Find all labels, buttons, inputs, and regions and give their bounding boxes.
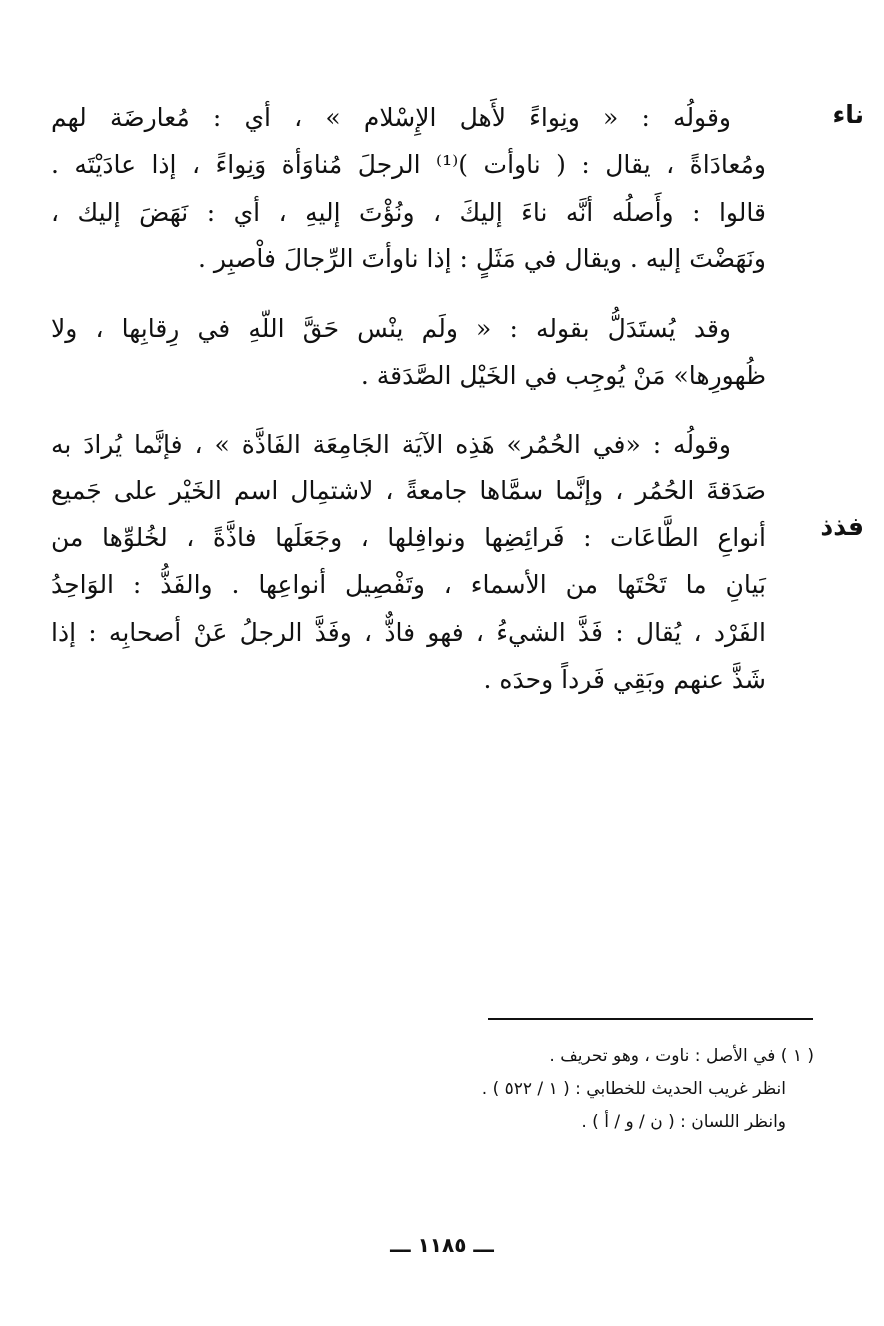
footnote-separator <box>488 1018 813 1020</box>
text-line: بَيانِ ما تَحْتَها من الأسماء ، وتَفْصِيل أنواعِها . والفَذُّ : الوَاحِدُ <box>51 570 766 599</box>
text-line: شَذَّ عنهم وبَقِي فَرداً وحدَه . <box>483 665 766 694</box>
text-line: ونَهَضْتَ إليه . ويقال في مَثَلٍ : إذا ناوأتَ الرِّجالَ فاْصبِر . <box>197 244 766 273</box>
margin-keyword-fadh: فذذ <box>820 512 864 541</box>
text-line: قالوا : وأَصلُه أنَّه ناءَ إليكَ ، ونُؤْتَ إليهِ ، أي : نَهَضَ إليك ، <box>51 198 766 227</box>
margin-keyword-naa: ناء <box>832 100 864 129</box>
footnote-line: وانظر اللسان : ( ن / و / أ ) . <box>581 1112 786 1132</box>
text-line: الفَرْد ، يُقال : فَذَّ الشيءُ ، فهو فاذٌّ ، وفَذَّ الرجلُ عَنْ أصحابِه : إذا <box>51 618 766 647</box>
text-line: أنواعِ الطَّاعَات : فَرائِضِها ونوافِلها ، وجَعَلَها فاذَّةً ، لخُلوِّها من <box>51 523 766 552</box>
text-line: ومُعادَاةً ، يقال : ( ناوأت )⁽¹⁾ الرجلَ مُناوَأة وَنِواءً ، إذا عادَيْتَه . <box>51 150 766 179</box>
text-line: صَدَقةَ الحُمُر ، وإنَّما سمَّاها جامعةً ، لاشتمِال اسم الخَيْر على جَميع <box>51 476 766 505</box>
text-line: وقولُه : « ونِواءً لأَهل الإِسْلام » ، أي : مُعارضَة لهم <box>51 103 731 132</box>
footnote-line: ( ١ ) في الأصل : ناوت ، وهو تحريف . <box>549 1046 814 1066</box>
text-line: ظُهورِها» مَنْ يُوجِب في الخَيْل الصَّدَقة . <box>360 361 766 390</box>
footnote-line: انظر غريب الحديث للخطابي : ( ١ / ٥٢٢ ) . <box>481 1079 786 1099</box>
text-line: وقد يُستَدَلُّ بقوله : « ولَم ينْس حَقَّ اللّهِ في رِقابِها ، ولا <box>51 314 731 343</box>
text-line: وقولُه : «في الحُمُر» هَذِه الآيَة الجَامِعَة الفَاذَّة » ، فإنَّما يُرادَ به <box>51 430 731 459</box>
page-number: ـــ ١١٨٥ ـــ <box>390 1233 494 1257</box>
